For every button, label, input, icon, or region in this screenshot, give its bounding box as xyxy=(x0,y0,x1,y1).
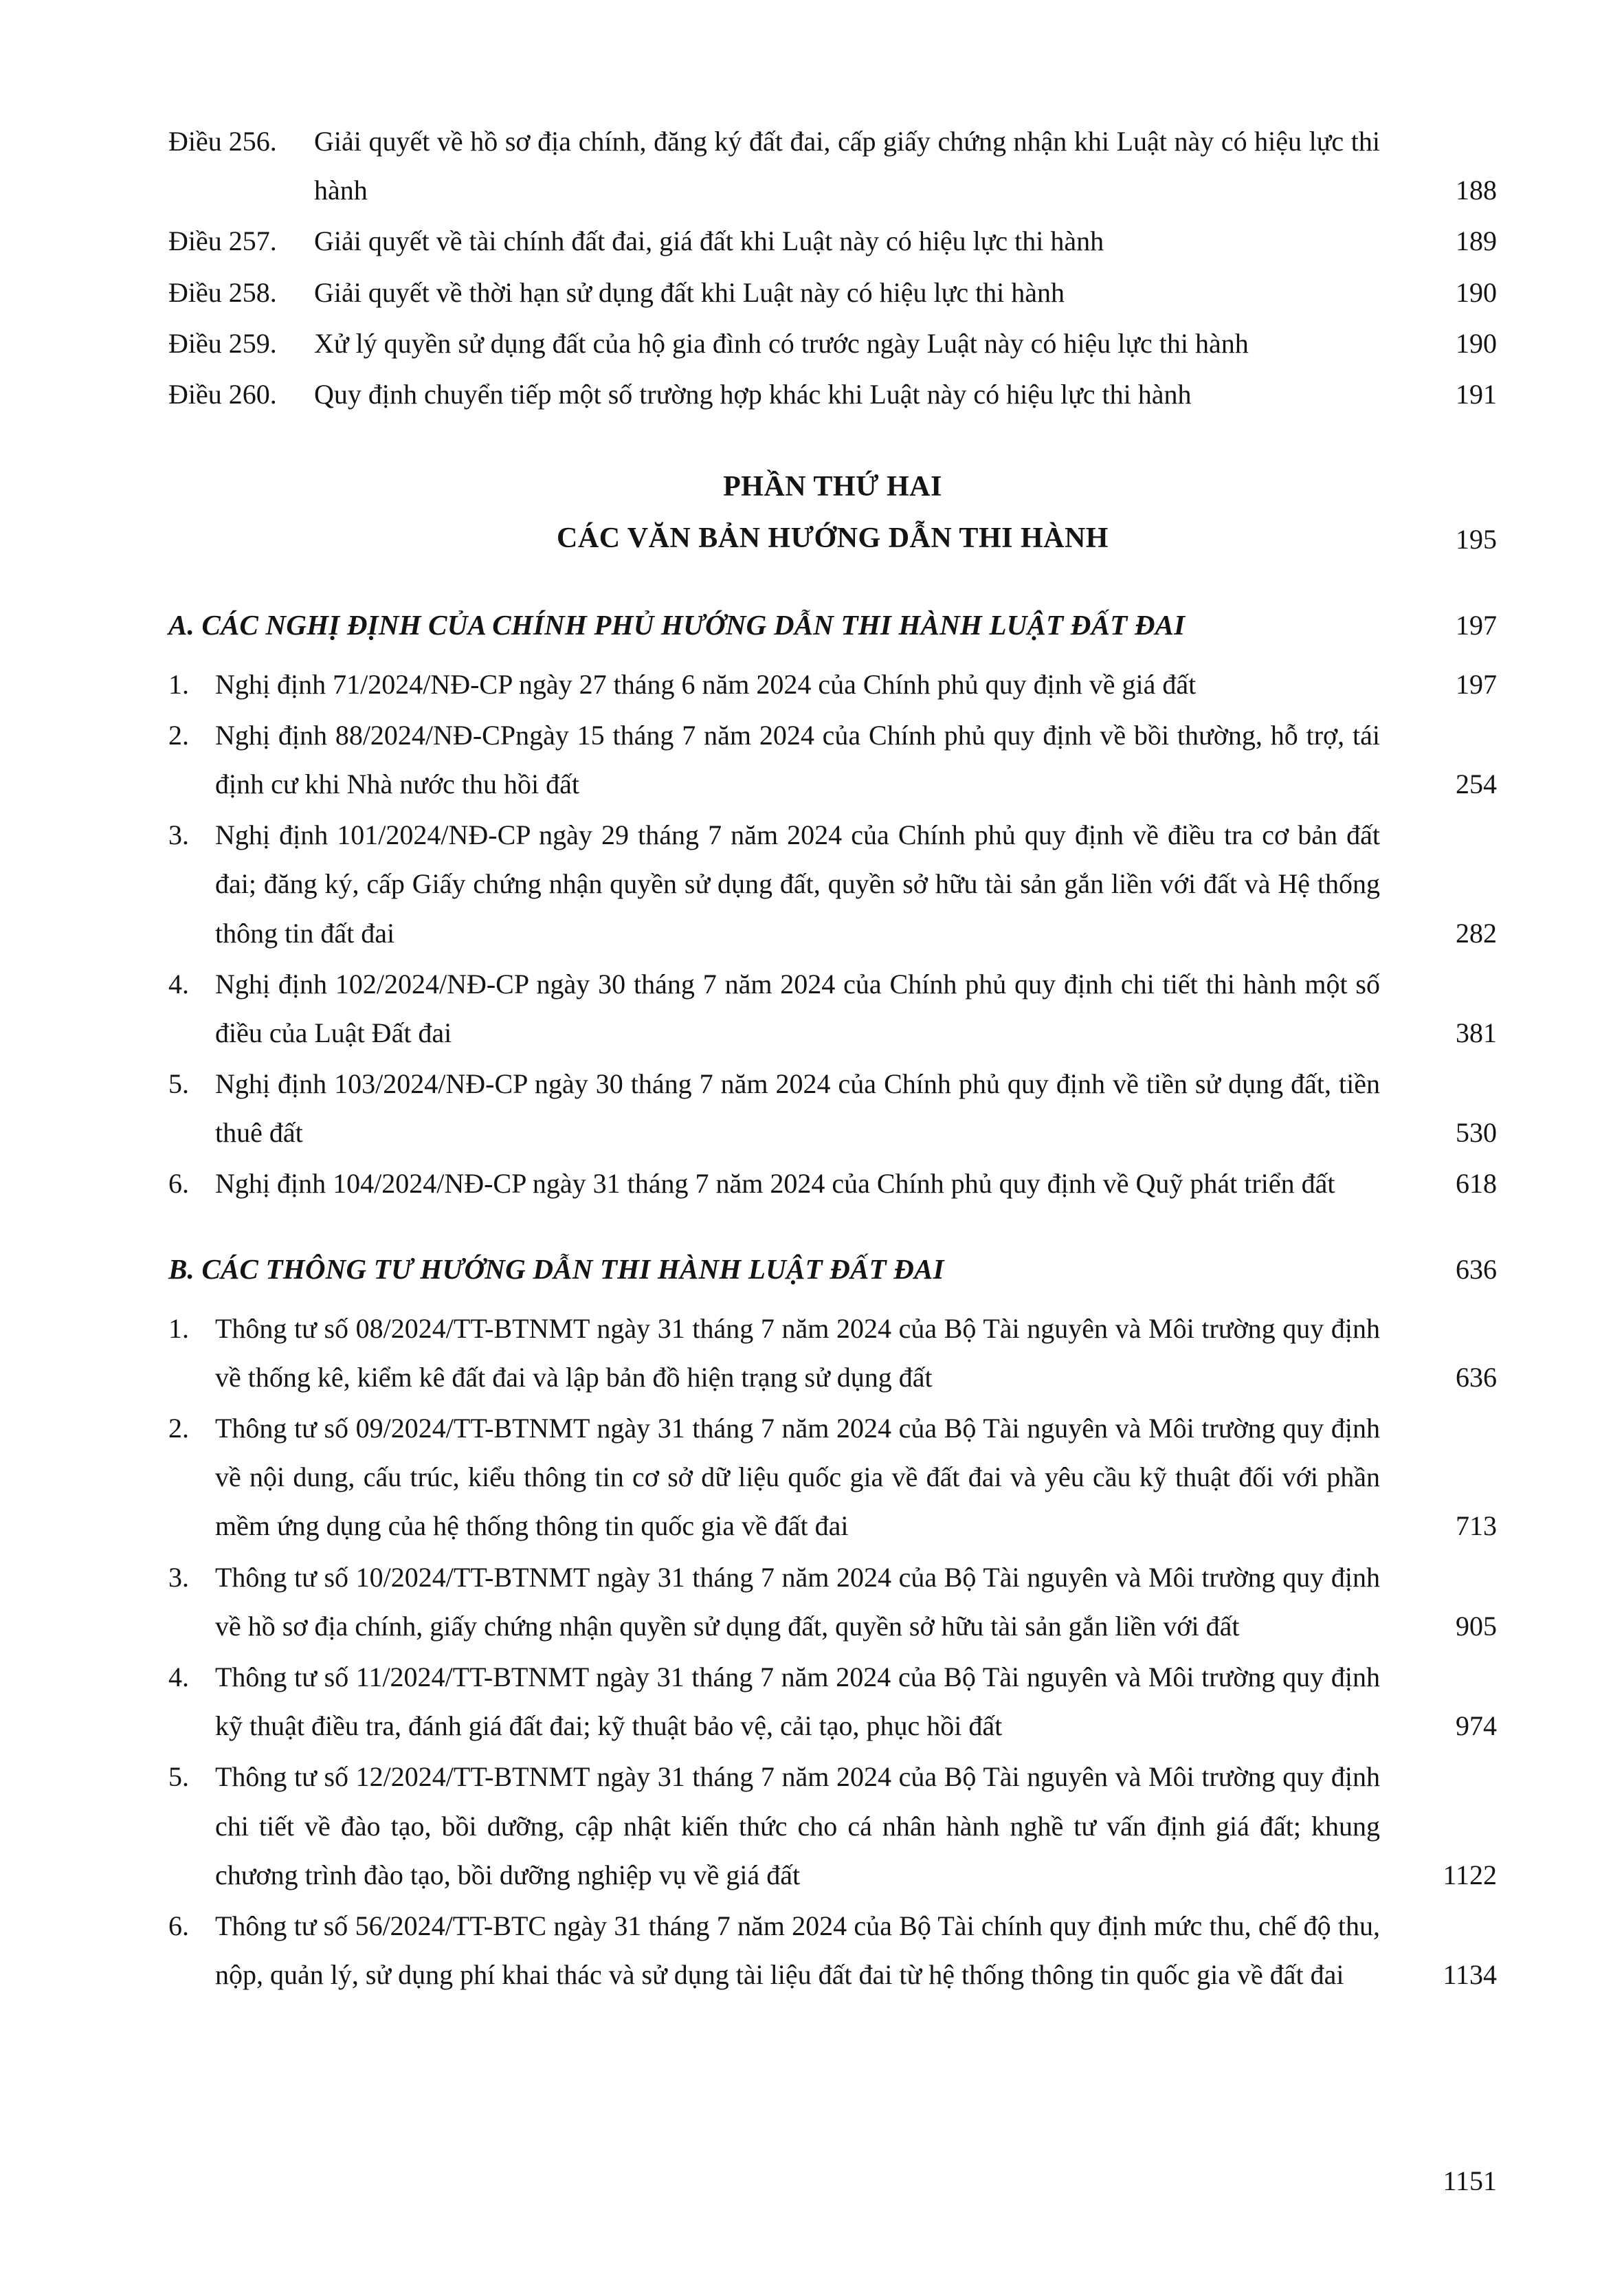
entry-page: 1134 xyxy=(1443,1959,1497,1991)
entry-label: Điều 260. xyxy=(168,378,277,410)
entry-number: 2. xyxy=(168,719,189,751)
entry-label: Điều 257. xyxy=(168,225,277,257)
section-a-list xyxy=(168,660,1497,1208)
section-title: A. CÁC NGHỊ ĐỊNH CỦA CHÍNH PHỦ HƯỚNG DẪN THI HÀNH LUẬT ĐẤT ĐAI xyxy=(168,608,1186,641)
entry-page: 713 xyxy=(1456,1510,1497,1542)
entry-page: 282 xyxy=(1456,917,1497,949)
entry-text: Thông tư số 56/2024/TT-BTC ngày 31 tháng 7 năm 2024 của Bộ Tài chính quy định mức thu, chế độ thu, nộp, quản lý, sử dụng phí khai thác và sử dụng tài liệu đất đai từ hệ thống thông tin quốc gia về đất đai xyxy=(215,1910,1380,1991)
toc-entry xyxy=(168,810,1497,958)
entry-page: 191 xyxy=(1456,378,1497,410)
entry-number: 4. xyxy=(168,1661,189,1692)
entry-page: 190 xyxy=(1456,276,1497,308)
entry-number: 2. xyxy=(168,1413,189,1444)
part-heading-line1: PHẦN THỨ HAI xyxy=(723,471,942,503)
part-heading-page: 195 xyxy=(1456,524,1497,555)
entry-text: Nghị định 88/2024/NĐ-CPngày 15 tháng 7 năm 2024 của Chính phủ quy định về bồi thường, hỗ trợ, tái định cư khi Nhà nước thu hồi đất xyxy=(215,719,1380,799)
entry-page: 618 xyxy=(1456,1168,1497,1200)
section-page: 636 xyxy=(1456,1254,1497,1285)
entry-number: 4. xyxy=(168,968,189,1000)
entry-page: 974 xyxy=(1456,1710,1497,1742)
toc-entry xyxy=(168,370,1497,419)
toc-entry xyxy=(168,1159,1497,1208)
entry-number: 1. xyxy=(168,1312,189,1344)
entry-page: 188 xyxy=(1456,175,1497,206)
section-a-heading xyxy=(168,600,1497,650)
toc-entry xyxy=(168,217,1497,265)
entry-page: 189 xyxy=(1456,225,1497,257)
entry-page: 1122 xyxy=(1443,1859,1497,1890)
section-title: B. CÁC THÔNG TƯ HƯỚNG DẪN THI HÀNH LUẬT ĐẤT ĐAI xyxy=(168,1252,944,1285)
entry-text: Nghị định 101/2024/NĐ-CP ngày 29 tháng 7 năm 2024 của Chính phủ quy định về điều tra cơ bản đất đai; đăng ký, cấp Giấy chứng nhận quyền sử dụng đất, quyền sở hữu tài sản gắn liền với đất và Hệ thống thông tin đất đai xyxy=(215,819,1380,949)
entry-number: 5. xyxy=(168,1068,189,1100)
entry-text: Nghị định 103/2024/NĐ-CP ngày 30 tháng 7 năm 2024 của Chính phủ quy định về tiền sử dụng đất, tiền thuê đất xyxy=(215,1068,1380,1149)
entry-page: 530 xyxy=(1456,1117,1497,1149)
entry-label: Điều 256. xyxy=(168,126,277,157)
entry-page: 197 xyxy=(1456,668,1497,700)
entry-number: 6. xyxy=(168,1910,189,1941)
entry-page: 905 xyxy=(1456,1610,1497,1642)
entry-text: Thông tư số 09/2024/TT-BTNMT ngày 31 tháng 7 năm 2024 của Bộ Tài nguyên và Môi trường quy định về nội dung, cấu trúc, kiểu thông tin cơ sở dữ liệu quốc gia về đất đai và yêu cầu kỹ thuật đối với phần mềm ứng dụng của hệ thống thông tin quốc gia về đất đai xyxy=(215,1413,1380,1542)
entry-text: Xử lý quyền sử dụng đất của hộ gia đình có trước ngày Luật này có hiệu lực thi hành xyxy=(314,327,1249,359)
entry-text: Thông tư số 12/2024/TT-BTNMT ngày 31 tháng 7 năm 2024 của Bộ Tài nguyên và Môi trường quy định chi tiết về đào tạo, bồi dưỡng, cập nhật kiến thức cho cá nhân hành nghề tư vấn định giá đất; khung chương trình đào tạo, bồi dưỡng nghiệp vụ về giá đất xyxy=(215,1761,1380,1890)
toc-entry xyxy=(168,660,1497,709)
toc-entry xyxy=(168,1304,1497,1402)
entry-number: 3. xyxy=(168,819,189,851)
entry-text: Nghị định 71/2024/NĐ-CP ngày 27 tháng 6 năm 2024 của Chính phủ quy định về giá đất xyxy=(215,668,1197,700)
entry-text: Nghị định 104/2024/NĐ-CP ngày 31 tháng 7 năm 2024 của Chính phủ quy định về Quỹ phát triển đất xyxy=(215,1168,1335,1200)
entry-label: Điều 258. xyxy=(168,276,277,308)
entry-text: Giải quyết về hồ sơ địa chính, đăng ký đất đai, cấp giấy chứng nhận khi Luật này có hiệu lực thi hành xyxy=(314,126,1380,206)
toc-entry xyxy=(168,268,1497,317)
entry-page: 381 xyxy=(1456,1017,1497,1048)
entry-text: Giải quyết về thời hạn sử dụng đất khi Luật này có hiệu lực thi hành xyxy=(314,276,1065,308)
entry-text: Thông tư số 08/2024/TT-BTNMT ngày 31 tháng 7 năm 2024 của Bộ Tài nguyên và Môi trường quy định về thống kê, kiểm kê đất đai và lập bản đồ hiện trạng sử dụng đất xyxy=(215,1312,1380,1393)
toc-entry xyxy=(168,117,1497,214)
dieu-list xyxy=(168,117,1497,419)
entry-number: 1. xyxy=(168,668,189,700)
entry-text: Nghị định 102/2024/NĐ-CP ngày 30 tháng 7 năm 2024 của Chính phủ quy định chi tiết thi hành một số điều của Luật Đất đai xyxy=(215,968,1380,1048)
section-b-heading xyxy=(168,1244,1497,1294)
toc-entry xyxy=(168,319,1497,368)
entry-number: 5. xyxy=(168,1761,189,1793)
page-number: 1151 xyxy=(1443,2165,1497,2196)
entry-page: 254 xyxy=(1456,768,1497,799)
part-heading-line2: CÁC VĂN BẢN HƯỚNG DẪN THI HÀNH xyxy=(557,522,1109,554)
entry-text: Thông tư số 11/2024/TT-BTNMT ngày 31 tháng 7 năm 2024 của Bộ Tài nguyên và Môi trường quy định kỹ thuật điều tra, đánh giá đất đai; kỹ thuật bảo vệ, cải tạo, phục hồi đất xyxy=(215,1661,1380,1742)
entry-text: Thông tư số 10/2024/TT-BTNMT ngày 31 tháng 7 năm 2024 của Bộ Tài nguyên và Môi trường quy định về hồ sơ địa chính, giấy chứng nhận quyền sử dụng đất, quyền sở hữu tài sản gắn liền với đất xyxy=(215,1561,1380,1642)
toc-entry xyxy=(168,1653,1497,1750)
toc-entry xyxy=(168,1059,1497,1157)
toc-entry xyxy=(168,711,1497,808)
toc-entry xyxy=(168,960,1497,1057)
entry-number: 3. xyxy=(168,1561,189,1593)
entry-number: 6. xyxy=(168,1168,189,1200)
entry-text: Quy định chuyển tiếp một số trường hợp khác khi Luật này có hiệu lực thi hành xyxy=(314,378,1192,410)
toc-entry xyxy=(168,1901,1497,1999)
toc-entry xyxy=(168,1752,1497,1899)
part-heading xyxy=(168,461,1497,564)
entry-page: 636 xyxy=(1456,1361,1497,1393)
entry-text: Giải quyết về tài chính đất đai, giá đất khi Luật này có hiệu lực thi hành xyxy=(314,225,1104,257)
entry-label: Điều 259. xyxy=(168,327,277,359)
section-b-list xyxy=(168,1304,1497,2000)
toc-entry xyxy=(168,1553,1497,1651)
toc-entry xyxy=(168,1404,1497,1551)
section-page: 197 xyxy=(1456,610,1497,641)
entry-page: 190 xyxy=(1456,327,1497,359)
